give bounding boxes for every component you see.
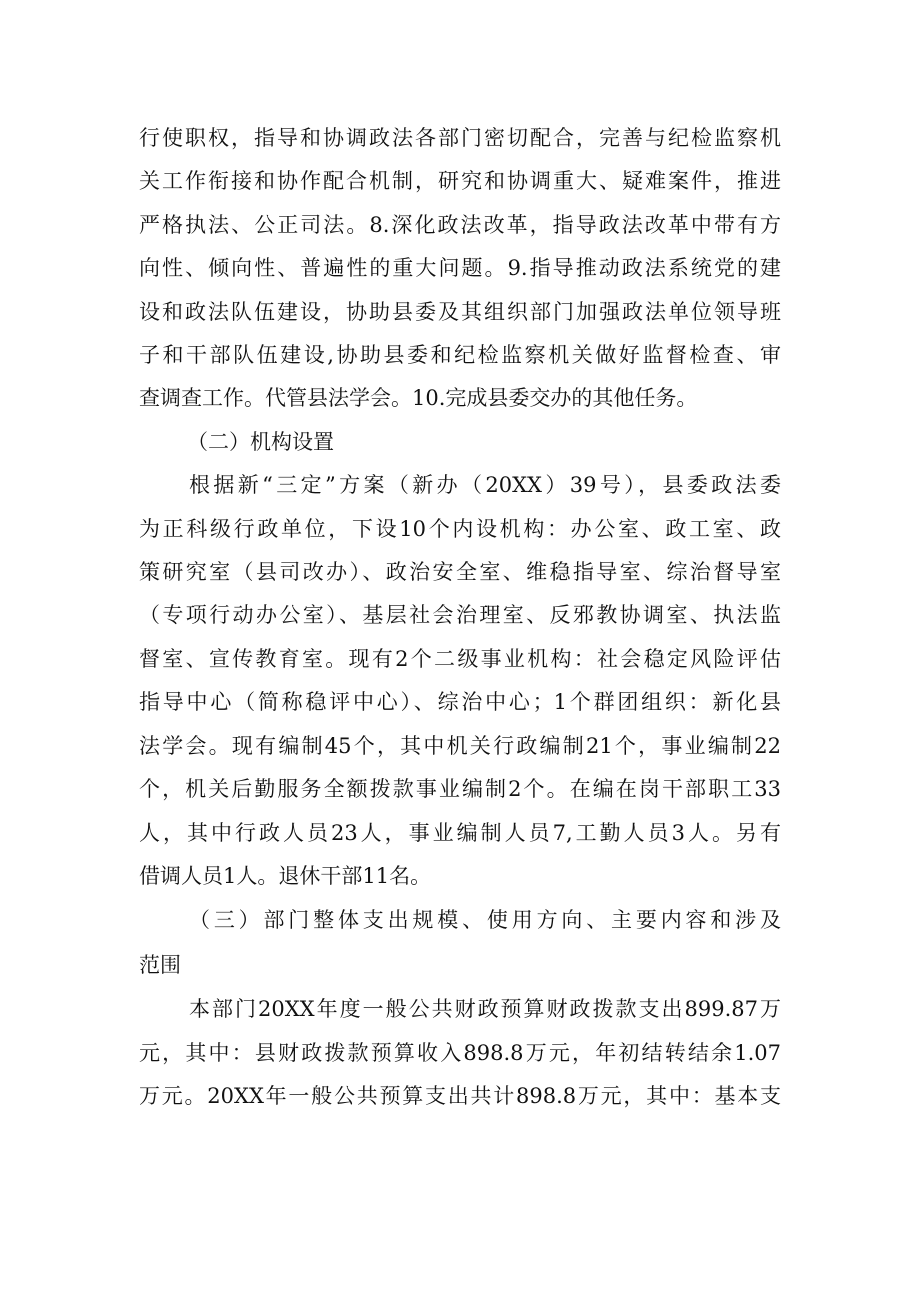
text-line: 为正科级行政单位，下设10个内设机构：办公室、政工室、政 [139, 516, 781, 541]
heading-line: （三）部门整体支出规模、使用方向、主要内容和涉及 [189, 908, 781, 933]
text-line: 关工作衔接和协作配合机制，研究和协调重大、疑难案件，推进 [139, 169, 781, 194]
text-line: 行使职权，指导和协调政法各部门密切配合，完善与纪检监察机 [139, 126, 781, 150]
text-line: 元，其中：县财政拨款预算收入898.8万元，年初结转结余1.07 [139, 1040, 781, 1065]
text-line: 法学会。现有编制45个，其中机关行政编制21个，事业编制22 [139, 733, 781, 758]
text-line: 人，其中行政人员23人，事业编制人员7,工勤人员3人。另有 [139, 820, 781, 845]
text-line: （专项行动办公室）、基层社会治理室、反邪教协调室、执法监 [139, 603, 781, 628]
heading-line: 范围 [139, 953, 181, 978]
text-line: 个，机关后勤服务全额拨款事业编制2个。在编在岗干部职工33 [139, 777, 781, 802]
text-line: 借调人员1人。退休干部11名。 [139, 863, 432, 888]
text-line: 本部门20XX年度一般公共财政预算财政拨款支出899.87万 [189, 997, 781, 1022]
text-line: 督室、宣传教育室。现有2个二级事业机构：社会稳定风险评估 [139, 646, 781, 671]
paragraph-duties-continued [139, 117, 781, 421]
text-line: 严格执法、公正司法。8.深化政法改革，指导政法改革中带有方 [139, 212, 781, 237]
section-heading-structure: （二）机构设置 [187, 429, 334, 454]
text-line: 设和政法队伍建设，协助县委及其组织部门加强政法单位领导班 [139, 299, 781, 324]
text-line: 子和干部队伍建设,协助县委和纪检监察机关做好监督检查、审 [139, 343, 781, 368]
text-line: 万元。20XX年一般公共预算支出共计898.8万元，其中：基本支 [139, 1084, 781, 1109]
section-heading-expenditure [139, 898, 781, 988]
paragraph-expenditure [139, 988, 781, 1118]
text-line: 指导中心（简称稳评中心）、综治中心；1个群团组织：新化县 [139, 690, 781, 715]
paragraph-structure [139, 464, 781, 898]
text-line: 查调查工作。代管县法学会。10.完成县委交办的其他任务。 [139, 386, 698, 411]
document-body [139, 117, 781, 1119]
text-line: 根据新“三定”方案（新办（20XX）39号），县委政法委 [189, 473, 781, 498]
text-line: 策研究室（县司改办）、政治安全室、维稳指导室、综治督导室 [139, 560, 781, 585]
text-line: 向性、倾向性、普遍性的重大问题。9.指导推动政法系统党的建 [139, 256, 781, 281]
